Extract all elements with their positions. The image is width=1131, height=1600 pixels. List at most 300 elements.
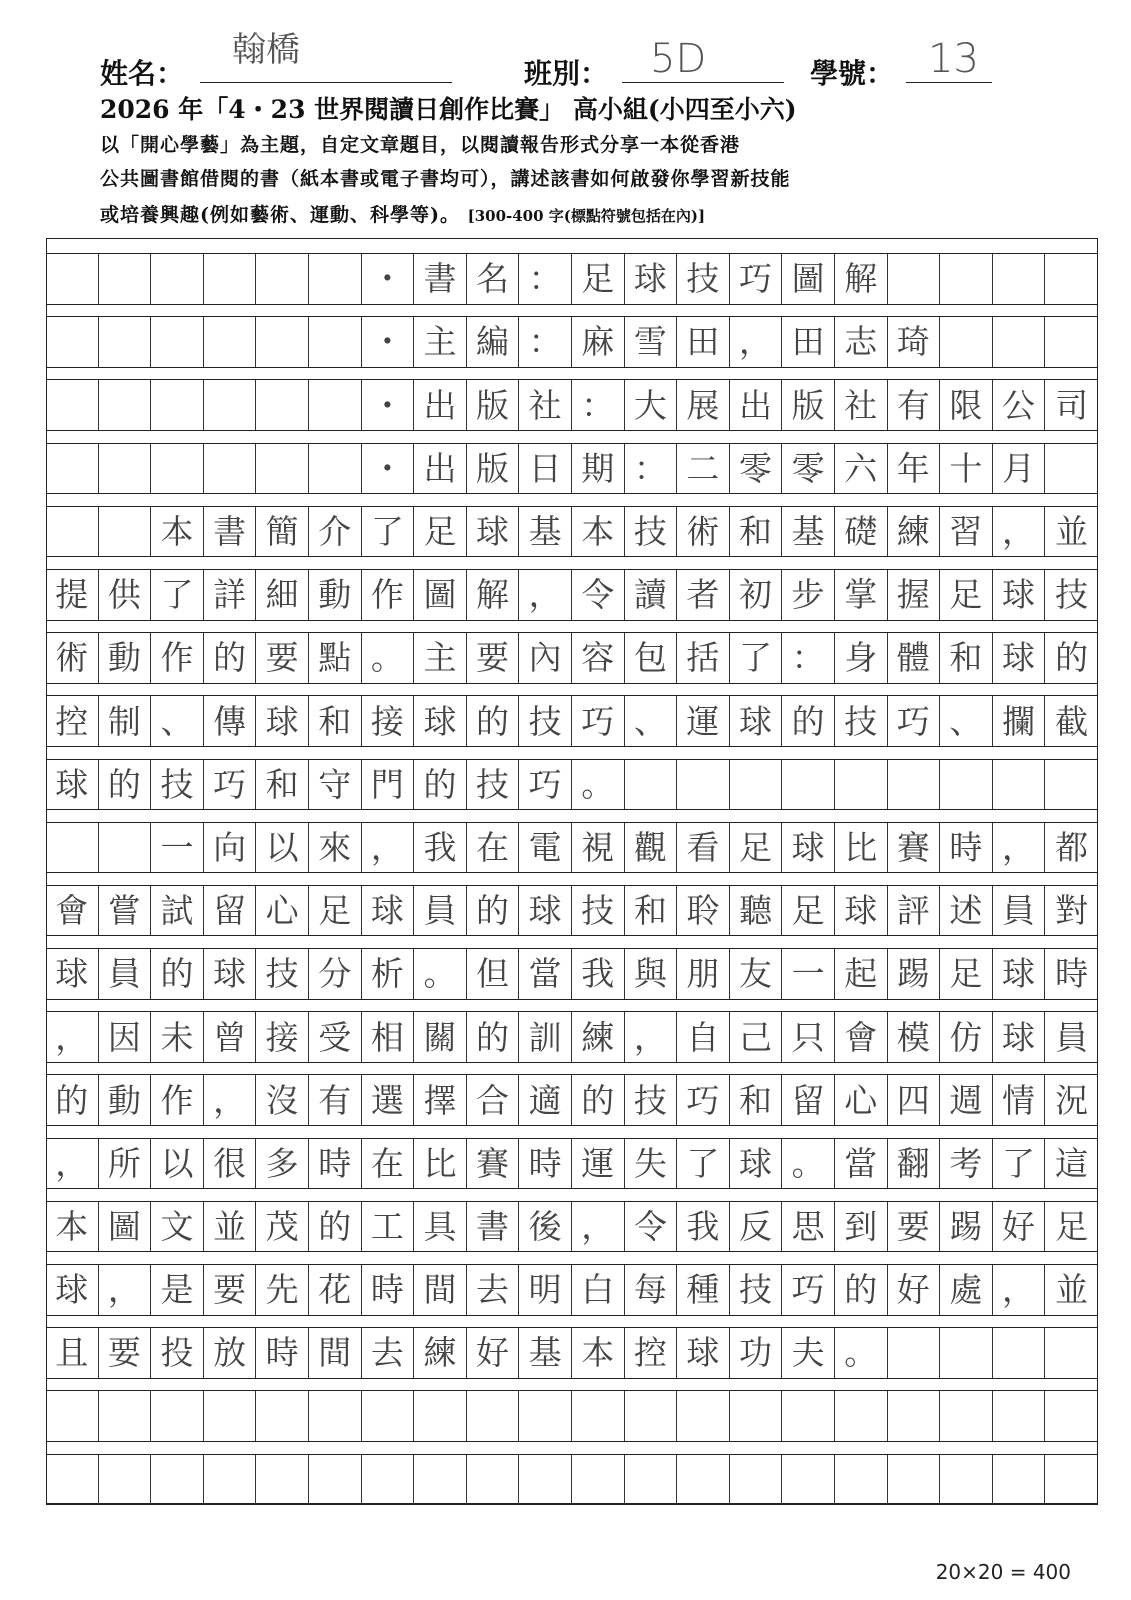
grid-cell: 介 — [309, 507, 362, 557]
grid-cell: 練 — [572, 1012, 625, 1062]
grid-row — [46, 948, 1098, 1000]
grid-cell — [99, 823, 152, 873]
grid-cell — [888, 254, 941, 304]
grid-cell: 並 — [1055, 512, 1089, 552]
grid-cell — [782, 760, 835, 810]
grid-cell: 基 — [519, 507, 572, 557]
grid-cell: 技 — [835, 696, 888, 746]
grid-cell — [1045, 444, 1098, 494]
grid-cell: 球 — [46, 760, 99, 810]
grid-cell: ： — [572, 380, 625, 430]
grid-cell: 賽 — [467, 1139, 520, 1189]
grid-cell — [204, 254, 257, 304]
grid-cell: 社 — [519, 380, 572, 430]
grid-cell: 時 — [309, 1139, 362, 1189]
grid-cell: ， — [99, 1265, 152, 1315]
grid-cell: ： — [519, 317, 572, 367]
grid-cell: 賽 — [888, 823, 941, 873]
grid-cell: ， — [993, 823, 1046, 873]
grid-cell — [467, 1455, 520, 1505]
grid-cell: 當 — [519, 949, 572, 999]
grid-cell — [993, 1328, 1046, 1378]
grid-cell: 足 — [309, 886, 362, 936]
grid-cell: 是 — [151, 1265, 204, 1315]
grid-cell — [1045, 1391, 1098, 1441]
grid-row — [46, 379, 1098, 431]
grid-row — [46, 885, 1098, 937]
grid-cell: 花 — [309, 1265, 362, 1315]
grid-cell: 時 — [256, 1328, 309, 1378]
grid-cell: ， — [519, 570, 572, 620]
grid-cell: 圖 — [782, 254, 835, 304]
grid-cell: 的 — [309, 1202, 362, 1252]
grid-cell: 訓 — [519, 1012, 572, 1062]
grid-cell — [1045, 1455, 1098, 1505]
grid-cell: 出 — [414, 380, 467, 430]
grid-cell — [572, 1391, 625, 1441]
grid-cell — [46, 823, 99, 873]
grid-cell: 、 — [940, 696, 993, 746]
grid-cell: 情 — [993, 1075, 1046, 1125]
grid-cell: 的 — [151, 949, 204, 999]
grid-cell — [256, 380, 309, 430]
grid-cell: 看 — [677, 823, 730, 873]
grid-cell — [99, 317, 152, 367]
grid-cell: 年 — [888, 444, 941, 494]
grid-cell: 和 — [730, 1075, 783, 1125]
grid-cell: 踢 — [888, 949, 941, 999]
grid-cell: 工 — [362, 1202, 415, 1252]
grid-cell: 接 — [362, 696, 415, 746]
grid-cell — [730, 1455, 783, 1505]
grid-cell: ， — [625, 1012, 678, 1062]
grid-cell: 技 — [151, 760, 204, 810]
grid-cell: 掌 — [835, 570, 888, 620]
class-underline — [622, 82, 784, 83]
grid-cell: 球 — [730, 1139, 783, 1189]
grid-cell: 比 — [414, 1139, 467, 1189]
grid-cell: ・ — [362, 444, 415, 494]
grid-cell: 嘗 — [99, 886, 152, 936]
grid-cell: 員 — [993, 886, 1046, 936]
grid-cell: 和 — [256, 760, 309, 810]
grid-cell — [256, 1391, 309, 1441]
grid-cell: 球 — [46, 949, 99, 999]
grid-cell: 身 — [835, 633, 888, 683]
student-number-underline — [906, 82, 992, 83]
grid-cell: 的 — [204, 633, 257, 683]
grid-cell: 本 — [46, 1202, 99, 1252]
grid-cell: 文 — [151, 1202, 204, 1252]
grid-row — [46, 1138, 1098, 1190]
grid-cell: 控 — [46, 696, 99, 746]
grid-cell: 明 — [519, 1265, 572, 1315]
grid-cell: 包 — [625, 633, 678, 683]
grid-cell — [625, 760, 678, 810]
grid-cell: ， — [204, 1075, 257, 1125]
grid-cell — [625, 1455, 678, 1505]
grid-cell: 零 — [782, 444, 835, 494]
grid-cell: 試 — [151, 886, 204, 936]
grid-cell: 技 — [467, 760, 520, 810]
grid-cell — [309, 380, 362, 430]
grid-cell: 會 — [835, 1012, 888, 1062]
grid-cell: 了 — [362, 507, 415, 557]
grid-cell: 作 — [151, 633, 204, 683]
grid-cell: 茂 — [256, 1202, 309, 1252]
grid-cell: 自 — [677, 1012, 730, 1062]
grid-cell: 並 — [204, 1202, 257, 1252]
grid-row — [46, 506, 1098, 558]
grid-cell: 令 — [572, 570, 625, 620]
grid-cell: 朋 — [677, 949, 730, 999]
grid-cell: ， — [993, 1265, 1046, 1315]
grid-cell: 雪 — [625, 317, 678, 367]
grid-cell: 握 — [888, 570, 941, 620]
grid-cell: 技 — [677, 254, 730, 304]
grid-cell: 解 — [467, 570, 520, 620]
instruction-line-3-text: 或培養興趣(例如藝術、運動、科學等)。 — [100, 204, 460, 226]
grid-cell: 足 — [940, 949, 993, 999]
grid-cell: 當 — [835, 1139, 888, 1189]
grid-cell: 要 — [256, 633, 309, 683]
grid-cell: 本 — [572, 1328, 625, 1378]
grid-cell: 的 — [835, 1265, 888, 1315]
grid-cell: 失 — [625, 1139, 678, 1189]
grid-cell: 並 — [1055, 1270, 1089, 1310]
grid-cell: 每 — [625, 1265, 678, 1315]
grid-cell: 反 — [730, 1202, 783, 1252]
grid-cell — [256, 444, 309, 494]
grid-cell: 版 — [782, 380, 835, 430]
grid-cell: 投 — [151, 1328, 204, 1378]
grid-cell: 志 — [835, 317, 888, 367]
grid-row — [46, 253, 1098, 305]
grid-cell — [1045, 254, 1098, 304]
grid-cell: 心 — [256, 886, 309, 936]
grid-cell — [993, 317, 1046, 367]
grid-cell: 主 — [414, 633, 467, 683]
grid-cell — [677, 1391, 730, 1441]
grid-cell: 的 — [414, 760, 467, 810]
grid-cell: 有 — [309, 1075, 362, 1125]
grid-cell: 麻 — [572, 317, 625, 367]
grid-cell: 的 — [467, 1012, 520, 1062]
grid-cell: 這 — [1055, 1143, 1089, 1183]
grid-cell: 體 — [888, 633, 941, 683]
name-value: 翰橋 — [232, 30, 300, 70]
grid-cell: 好 — [467, 1328, 520, 1378]
grid-cell — [256, 317, 309, 367]
grid-cell: 仿 — [940, 1012, 993, 1062]
grid-cell: 。 — [414, 949, 467, 999]
grid-cell: 控 — [625, 1328, 678, 1378]
grid-cell: 供 — [99, 570, 152, 620]
grid-cell: 公 — [993, 380, 1046, 430]
grid-cell: 截 — [1055, 701, 1089, 741]
grid-cell: 巧 — [782, 1265, 835, 1315]
grid-cell: 起 — [835, 949, 888, 999]
grid-cell — [940, 1391, 993, 1441]
grid-cell: 且 — [46, 1328, 99, 1378]
grid-cell: 守 — [309, 760, 362, 810]
student-number-value: 13 — [928, 36, 979, 82]
grid-cell — [993, 254, 1046, 304]
grid-cell: ： — [782, 633, 835, 683]
grid-cell: 先 — [256, 1265, 309, 1315]
grid-cell: 步 — [782, 570, 835, 620]
grid-cell: 足 — [572, 254, 625, 304]
grid-cell: 。 — [362, 633, 415, 683]
grid-cell: ， — [362, 823, 415, 873]
grid-cell: 和 — [309, 696, 362, 746]
grid-cell: 解 — [835, 254, 888, 304]
grid-cell: 書 — [204, 507, 257, 557]
grid-cell — [993, 760, 1046, 810]
grid-cell — [940, 1328, 993, 1378]
grid-cell — [99, 1455, 152, 1505]
grid-cell — [993, 1455, 1046, 1505]
grid-cell: 比 — [835, 823, 888, 873]
grid-cell — [835, 760, 888, 810]
grid-cell — [46, 380, 99, 430]
grid-cell: 擇 — [414, 1075, 467, 1125]
grid-row — [46, 569, 1098, 621]
grid-cell: 的 — [782, 696, 835, 746]
grid-cell: 未 — [151, 1012, 204, 1062]
grid-cell: 足 — [782, 886, 835, 936]
grid-cell — [151, 1455, 204, 1505]
grid-cell — [414, 1455, 467, 1505]
grid-cell — [309, 317, 362, 367]
grid-cell — [309, 444, 362, 494]
grid-cell: 運 — [677, 696, 730, 746]
class-value: 5D — [650, 36, 707, 82]
grid-cell: 因 — [99, 1012, 152, 1062]
grid-cell: 足 — [414, 507, 467, 557]
grid-cell: 細 — [256, 570, 309, 620]
grid-cell: 所 — [99, 1139, 152, 1189]
grid-cell: 出 — [730, 380, 783, 430]
grid-cell: 一 — [782, 949, 835, 999]
grid-cell — [572, 1455, 625, 1505]
grid-cell — [940, 317, 993, 367]
grid-cell: 主 — [414, 317, 467, 367]
grid-cell: 我 — [677, 1202, 730, 1252]
grid-cell: 巧 — [572, 696, 625, 746]
grid-cell: 球 — [730, 696, 783, 746]
grid-cell — [99, 444, 152, 494]
grid-cell: 只 — [782, 1012, 835, 1062]
grid-cell: 時 — [940, 823, 993, 873]
grid-cell — [888, 760, 941, 810]
grid-cell — [46, 1455, 99, 1505]
grid-cell: 的 — [99, 760, 152, 810]
grid-row — [46, 1074, 1098, 1126]
grid-cell: 向 — [204, 823, 257, 873]
grid-cell: 基 — [519, 1328, 572, 1378]
grid-cell: 限 — [940, 380, 993, 430]
grid-cell: 球 — [677, 1328, 730, 1378]
grid-cell: 具 — [414, 1202, 467, 1252]
grid-cell: ， — [572, 1202, 625, 1252]
grid-cell: 點 — [309, 633, 362, 683]
grid-cell: 讀 — [625, 570, 678, 620]
grid-cell: 礎 — [835, 507, 888, 557]
grid-cell: 了 — [993, 1139, 1046, 1189]
grid-cell: 傳 — [204, 696, 257, 746]
grid-cell: 和 — [940, 633, 993, 683]
grid-cell — [204, 444, 257, 494]
grid-cell: 技 — [519, 696, 572, 746]
grid-cell: 巧 — [204, 760, 257, 810]
grid-cell: 視 — [572, 823, 625, 873]
grid-cell: 二 — [677, 444, 730, 494]
grid-cell: 去 — [467, 1265, 520, 1315]
grid-cell: 員 — [1055, 1017, 1089, 1057]
grid-cell: 間 — [414, 1265, 467, 1315]
grid-cell: 動 — [99, 633, 152, 683]
grid-cell — [204, 380, 257, 430]
grid-cell: 圖 — [99, 1202, 152, 1252]
grid-cell: 田 — [782, 317, 835, 367]
grid-cell — [519, 1455, 572, 1505]
grid-cell — [888, 1391, 941, 1441]
grid-cell: 技 — [572, 886, 625, 936]
grid-cell: 初 — [730, 570, 783, 620]
grid-cell: 動 — [99, 1075, 152, 1125]
grid-cell: 了 — [677, 1139, 730, 1189]
name-label: 姓名： — [100, 57, 185, 90]
grid-cell: 的 — [467, 696, 520, 746]
grid-cell: 適 — [519, 1075, 572, 1125]
grid-cell: 在 — [467, 823, 520, 873]
grid-cell — [151, 317, 204, 367]
grid-cell: 接 — [256, 1012, 309, 1062]
grid-cell: 簡 — [256, 507, 309, 557]
grid-cell: 我 — [414, 823, 467, 873]
grid-cell: 本 — [572, 507, 625, 557]
grid-cell: 電 — [519, 823, 572, 873]
grid-cell: 巧 — [730, 254, 783, 304]
grid-cell: ， — [46, 1012, 99, 1062]
instruction-line-2: 公共圖書館借閱的書（紙本書或電子書均可），講述該書如何啟發你學習新技能 — [100, 168, 791, 190]
grid-cell: 和 — [730, 507, 783, 557]
grid-cell: 作 — [151, 1075, 204, 1125]
grid-cell: ・ — [362, 317, 415, 367]
grid-cell: 有 — [888, 380, 941, 430]
grid-cell — [204, 317, 257, 367]
grid-cell: 考 — [940, 1139, 993, 1189]
grid-row — [46, 632, 1098, 684]
grid-cell: 與 — [625, 949, 678, 999]
grid-cell: 來 — [309, 823, 362, 873]
grid-cell: 琦 — [888, 317, 941, 367]
grid-cell: 都 — [1055, 827, 1089, 867]
grid-cell — [204, 1455, 257, 1505]
grid-cell: 名 — [467, 254, 520, 304]
grid-row — [46, 1011, 1098, 1063]
grid-cell — [309, 1391, 362, 1441]
grid-cell: 述 — [940, 886, 993, 936]
grid-cell: 足 — [940, 570, 993, 620]
grid-cell: 的 — [1055, 638, 1089, 678]
name-underline — [200, 82, 452, 83]
grid-cell — [782, 1391, 835, 1441]
grid-cell: 內 — [519, 633, 572, 683]
grid-cell: 時 — [1055, 954, 1089, 994]
grid-cell: 聽 — [730, 886, 783, 936]
grid-cell: 合 — [467, 1075, 520, 1125]
word-limit-note: [300-400 字(標點符號包括在內)] — [467, 207, 706, 225]
grid-cell: 了 — [151, 570, 204, 620]
grid-cell: 和 — [625, 886, 678, 936]
grid-cell: 處 — [940, 1265, 993, 1315]
grid-cell — [46, 317, 99, 367]
grid-cell: 的 — [46, 1075, 99, 1125]
grid-cell: 很 — [204, 1139, 257, 1189]
grid-cell: 編 — [467, 317, 520, 367]
grid-cell: 要 — [99, 1328, 152, 1378]
grid-cell — [519, 1391, 572, 1441]
grid-cell: 容 — [572, 633, 625, 683]
grid-cell — [888, 1455, 941, 1505]
grid-cell — [151, 254, 204, 304]
grid-cell: 。 — [835, 1328, 888, 1378]
grid-row — [46, 1264, 1098, 1316]
student-number-label: 學號： — [810, 57, 895, 90]
grid-cell: 作 — [362, 570, 415, 620]
grid-cell: 期 — [572, 444, 625, 494]
grid-cell: 但 — [467, 949, 520, 999]
grid-cell: 球 — [993, 633, 1046, 683]
class-label: 班別： — [524, 57, 609, 90]
grid-cell — [99, 1391, 152, 1441]
grid-cell: 書 — [414, 254, 467, 304]
grid-cell: 留 — [782, 1075, 835, 1125]
grid-cell: 司 — [1055, 385, 1089, 425]
grid-cell — [888, 1328, 941, 1378]
grid-row — [46, 1327, 1098, 1379]
grid-cell: 要 — [204, 1265, 257, 1315]
grid-row — [46, 822, 1098, 874]
grid-cell: 間 — [309, 1328, 362, 1378]
grid-cell — [362, 1455, 415, 1505]
grid-cell: 放 — [204, 1328, 257, 1378]
grid-cell — [467, 1391, 520, 1441]
grid-cell: 巧 — [888, 696, 941, 746]
grid-cell — [782, 1455, 835, 1505]
grid-cell: 巧 — [677, 1075, 730, 1125]
grid-cell: 踢 — [940, 1202, 993, 1252]
grid-cell: 多 — [256, 1139, 309, 1189]
grid-cell: ： — [519, 254, 572, 304]
grid-cell — [730, 1391, 783, 1441]
grid-cell — [993, 1391, 1046, 1441]
grid-cell: 巧 — [519, 760, 572, 810]
grid-cell — [151, 444, 204, 494]
grid-cell: 四 — [888, 1075, 941, 1125]
grid-cell: 的 — [467, 886, 520, 936]
grid-cell: 相 — [362, 1012, 415, 1062]
grid-cell: 攔 — [993, 696, 1046, 746]
grid-cell — [1045, 1328, 1098, 1378]
grid-cell: 球 — [46, 1265, 99, 1315]
grid-cell: 令 — [625, 1202, 678, 1252]
grid-cell: 了 — [730, 633, 783, 683]
grid-cell: 白 — [572, 1265, 625, 1315]
grid-cell: 者 — [677, 570, 730, 620]
